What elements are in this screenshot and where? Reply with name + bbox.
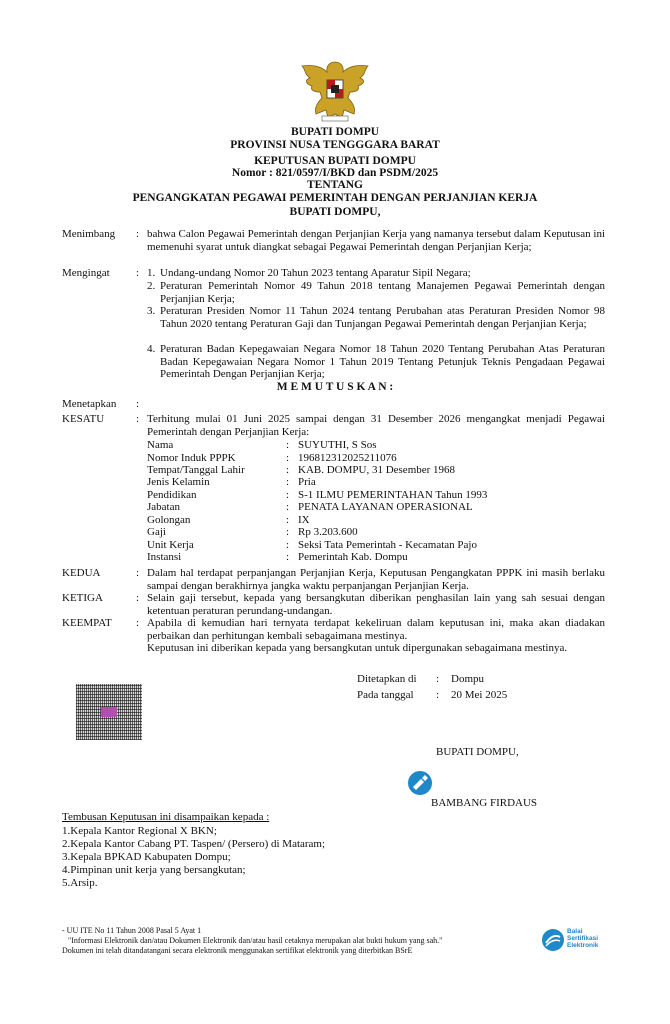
colon: :: [136, 398, 140, 410]
bsre-text-line: Balai: [567, 928, 583, 935]
tembusan-item: 5.Arsip.: [62, 877, 98, 889]
menimbang-text: bahwa Calon Pegawai Pemerintah dengan Perjanjian Kerja yang namanya tersebut dalam Keputusan ini memenuhi syarat untuk diangkat sebagai Pegawai Pemerintah dengan Perjanjian Kerja;: [147, 228, 605, 253]
mengingat-label: Mengingat: [62, 267, 110, 279]
ketiga-label: KETIGA: [62, 592, 103, 604]
colon: :: [136, 228, 140, 240]
mengingat-item: [147, 267, 605, 280]
tembusan-item: 1.Kepala Kantor Regional X BKN;: [62, 825, 217, 837]
bsre-logo-icon: [541, 928, 565, 952]
employee-field-value: Rp 3.203.600: [298, 526, 358, 538]
colon: :: [136, 267, 140, 279]
memutuskan-heading: M E M U T U S K A N :: [276, 381, 394, 393]
employee-row: [147, 551, 607, 564]
colon: :: [436, 689, 440, 701]
item-text: Peraturan Presiden Nomor 11 Tahun 2024 tentang Perubahan atas Peraturan Presiden Nomor 98 Tahun 2020 tentang Peraturan Gaji dan Tunjangan Pegawai Pemerintah dengan Perjanjian Kerja;: [160, 305, 605, 330]
keempat-text-1: Apabila di kemudian hari ternyata terdapat kekeliruan dalam keputusan ini, maka akan diadakan perbaikan dan perhitungan kembali sebagaimana mestinya.: [147, 617, 605, 642]
ketiga-text: Selain gaji tersebut, kepada yang bersangkutan diberikan penghasilan lain yang sah sesuai dengan ketentuan peraturan perundang-undangan.: [147, 592, 605, 617]
tembusan-item: 3.Kepala BPKAD Kabupaten Dompu;: [62, 851, 231, 863]
garuda-emblem-icon: [296, 58, 374, 124]
item-number: 3.: [147, 305, 156, 317]
colon: :: [286, 476, 290, 488]
item-number: 1.: [147, 267, 156, 279]
employee-field-label: Pendidikan: [147, 489, 197, 501]
employee-field-value: PENATA LAYANAN OPERASIONAL: [298, 501, 473, 513]
employee-row: [147, 501, 607, 514]
colon: :: [136, 617, 140, 629]
colon: :: [136, 413, 140, 425]
item-number: 4.: [147, 343, 156, 355]
bsre-text-line: Sertifikasi: [567, 935, 599, 942]
mengingat-item: [147, 305, 605, 330]
item-text: Peraturan Badan Kepegawaian Negara Nomor 18 Tahun 2020 Tentang Perubahan Atas Peraturan Badan Kepegawaian Negara Nomor 1 Tahun 2019 Tentang Petunjuk Teknis Pengadaan Pegawai Pemerintah Dengan Perjanjian Kerja;: [160, 343, 605, 381]
item-text: Peraturan Pemerintah Nomor 49 Tahun 2018 tentang Manajemen Pegawai Pemerintah dengan Perjanjian Kerja;: [160, 280, 605, 305]
employee-field-label: Golongan: [147, 514, 191, 526]
signer-name: BAMBANG FIRDAUS: [431, 797, 538, 809]
colon: :: [286, 439, 290, 451]
employee-field-label: Jabatan: [147, 501, 180, 513]
employee-field-label: Tempat/Tanggal Lahir: [147, 464, 245, 476]
employee-field-label: Nama: [147, 439, 174, 451]
ditetapkan-label: Ditetapkan di: [357, 673, 417, 685]
employee-row: [147, 452, 607, 465]
signature-title: BUPATI DOMPU,: [436, 746, 519, 758]
employee-field-value: Pria: [298, 476, 316, 488]
e-signature-icon: [407, 770, 433, 796]
tembusan-title: Tembusan Keputusan ini disampaikan kepada :: [62, 811, 270, 823]
colon: :: [286, 501, 290, 513]
employee-row: [147, 526, 607, 539]
employee-field-value: IX: [298, 514, 310, 526]
colon: :: [286, 452, 290, 464]
footer-law-reference: - UU ITE No 11 Tahun 2008 Pasal 5 Ayat 1: [62, 926, 202, 935]
colon: :: [436, 673, 440, 685]
employee-field-value: Pemerintah Kab. Dompu: [298, 551, 408, 563]
employee-row: [147, 514, 607, 527]
colon: :: [286, 489, 290, 501]
decree-bupati: BUPATI DOMPU,: [289, 206, 381, 218]
ditetapkan-value: Dompu: [451, 673, 484, 685]
kedua-text: Dalam hal terdapat perpanjangan Perjanjian Kerja, Keputusan Pengangkatan PPPK ini masih berlaku sampai dengan berakhirnya jangka waktu perpanjangan Perjanjian Kerja.: [147, 567, 605, 592]
mengingat-item: [147, 280, 605, 305]
employee-row: [147, 476, 607, 489]
kesatu-label: KESATU: [62, 413, 105, 425]
employee-row: [147, 539, 607, 552]
footer-esign-note: Dokumen ini telah ditandatangani secara elektronik menggunakan sertifikat elektronik yang diterbitkan BSrE: [62, 946, 413, 955]
employee-field-label: Nomor Induk PPPK: [147, 452, 236, 464]
colon: :: [286, 551, 290, 563]
decree-subject: PENGANGKATAN PEGAWAI PEMERINTAH DENGAN PERJANJIAN KERJA: [132, 192, 538, 204]
menimbang-label: Menimbang: [62, 228, 116, 240]
employee-field-label: Gaji: [147, 526, 166, 538]
decree-tentang: TENTANG: [306, 179, 364, 191]
footer-quote: "Informasi Elektronik dan/atau Dokumen Elektronik dan/atau hasil cetaknya merupakan alat bukti hukum yang sah.": [68, 936, 443, 945]
bsre-logo-text: [567, 928, 598, 949]
employee-field-label: Unit Kerja: [147, 539, 194, 551]
kedua-label: KEDUA: [62, 567, 101, 579]
qr-code-icon: [76, 684, 142, 740]
colon: :: [136, 567, 140, 579]
kesatu-text: Terhitung mulai 01 Juni 2025 sampai dengan 31 Desember 2026 mengangkat menjadi Pegawai Pemerintah dengan Perjanjian Kerja:: [147, 413, 605, 438]
employee-field-value: S-1 ILMU PEMERINTAHAN Tahun 1993: [298, 489, 488, 501]
employee-field-value: 196812312025211076: [298, 452, 397, 464]
tanggal-value: 20 Mei 2025: [451, 689, 508, 701]
item-text: Undang-undang Nomor 20 Tahun 2023 tentang Aparatur Sipil Negara;: [160, 267, 471, 279]
colon: :: [286, 464, 290, 476]
employee-field-label: Jenis Kelamin: [147, 476, 210, 488]
item-number: 2.: [147, 280, 156, 292]
colon: :: [286, 526, 290, 538]
tembusan-item: 2.Kepala Kantor Cabang PT. Taspen/ (Persero) di Mataram;: [62, 838, 326, 850]
employee-field-value: KAB. DOMPU, 31 Desember 1968: [298, 464, 456, 476]
bsre-text-line: Elektronik: [567, 942, 599, 949]
decree-number: Nomor : 821/0597/I/BKD dan PSDM/2025: [231, 167, 439, 179]
employee-row: [147, 439, 607, 452]
keempat-label: KEEMPAT: [62, 617, 112, 629]
employee-field-label: Instansi: [147, 551, 182, 563]
header-bupati: BUPATI DOMPU: [290, 126, 380, 138]
menetapkan-label: Menetapkan: [62, 398, 117, 410]
decree-title: KEPUTUSAN BUPATI DOMPU: [254, 155, 416, 167]
employee-row: [147, 489, 607, 502]
mengingat-item: [147, 343, 605, 381]
employee-field-value: SUYUTHI, S Sos: [298, 439, 377, 451]
header-provinsi: PROVINSI NUSA TENGGGARA BARAT: [230, 139, 440, 151]
tembusan-item: 4.Pimpinan unit kerja yang bersangkutan;: [62, 864, 246, 876]
colon: :: [286, 514, 290, 526]
keempat-text-2: Keputusan ini diberikan kepada yang bersangkutan untuk dipergunakan sebagaimana mestinya.: [147, 642, 568, 654]
employee-field-value: Seksi Tata Pemerintah - Kecamatan Pajo: [298, 539, 477, 551]
colon: :: [136, 592, 140, 604]
tanggal-label: Pada tanggal: [357, 689, 414, 701]
employee-row: [147, 464, 607, 477]
colon: :: [286, 539, 290, 551]
